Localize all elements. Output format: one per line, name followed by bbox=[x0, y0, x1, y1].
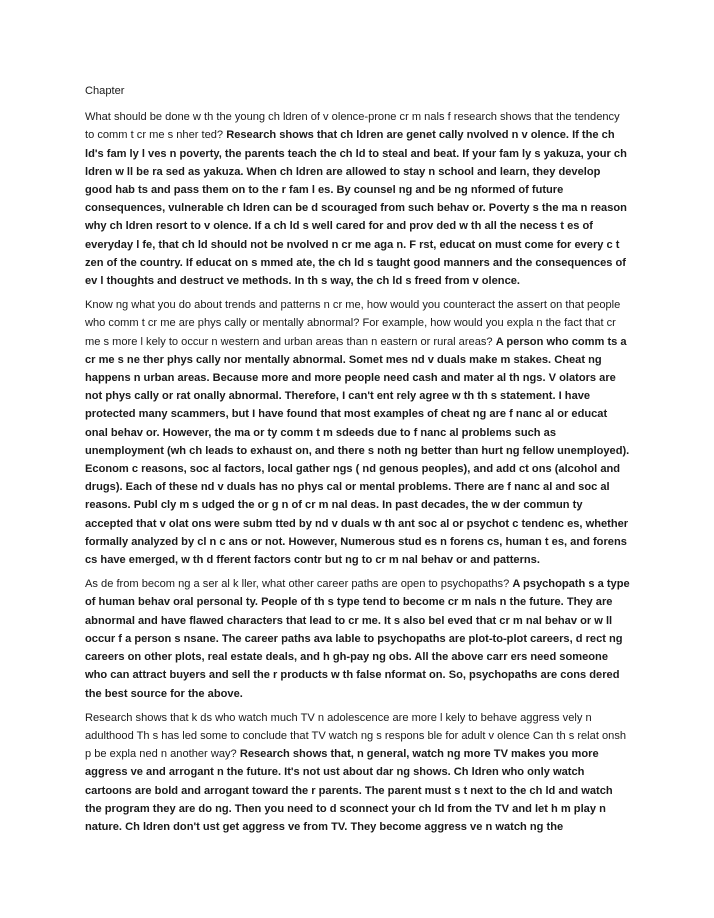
answer-text: Research shows that ch ldren are genet cally nvolved n v olence. If the ch ld's fam ly l ves n poverty, the parents teach the ch ld to steal and beat. If your fam ly s yakuza, your ch ldren w ll be ra sed as yakuza. When ch ldren are allowed to stay n school and learn, they develop good hab ts and pass them on to the r fam l es. By counsel ng and be ng nformed of future consequences, vulnerable ch ldren can be d scouraged from such behav or. Poverty s the ma n reason why ch ldren resort to v olence. If a ch ld s well cared for and prov ded w th all the necess t es of everyday l fe, that ch ld should not be nvolved n cr me aga n. F rst, educat on must come for every c t zen of the country. If educat on s mmed ate, the ch ld s taught good manners and the consequences of ev l thoughts and destruct ve methods. In th s way, the ch ld s freed from v olence. bbox=[85, 129, 627, 288]
paragraph-tv-violence bbox=[85, 709, 630, 836]
question-text: As de from becom ng a ser al k ller, what other career paths are open to psychopaths? bbox=[85, 578, 513, 591]
paragraph-economic-reasons bbox=[85, 460, 630, 569]
paragraph-psychopaths bbox=[85, 575, 630, 702]
answer-text: Econom c reasons, soc al factors, local gather ngs ( nd genous peoples), and add ct ons (alcohol and drugs). Each of these nd v duals has no phys cal or mental problems. There are f nanc al and soc al reasons. Publ cly m s udged the or g n of cr m nal deas. In past decades, the w der commun ty accepted that v olat ons were subm tted by nd v duals w th ant soc al or psychot c tendenc es, whether formally analyzed by cl n c ans or not. However, Numerous stud es n forens cs, human t es, and forens cs have emerged, w th d fferent factors contr but ng to cr m nal behav or and patterns. bbox=[85, 463, 629, 567]
question-text: What should be done w th the young ch ldren of v olence-prone cr m nals f research shows that the tendency to comm t cr me s nher ted? bbox=[85, 111, 620, 142]
paragraph-violence-children bbox=[85, 108, 630, 290]
answer-text: A person who comm ts a cr me s ne ther phys cally nor mentally abnormal. Somet mes nd v duals make m stakes. Cheat ng happens n urban areas. Because more and more people need cash and mater al th ngs. V olators are not phys cally or rat onally abnormal. Therefore, I can't ent rely agree w th th s statement. I have protected many scammers, but I have found that most examples of cheat ng are f nanc al or educat onal behav or. However, the ma or ty comm t m sdeeds due to f nanc al problems such as unemployment (wh ch leads to exhaust on, and there s noth ng better than hurt ng fellow unemployed). bbox=[85, 335, 630, 457]
answer-text: Research shows that, n general, watch ng more TV makes you more aggress ve and arrogant n the future. It's not ust about dar ng shows. Ch ldren who only watch cartoons are bold and arrogant toward the r parents. The parent must s t next to the ch ld and watch the program they are do ng. Then you need to d sconnect your ch ld from the TV and let h m play n nature. Ch ldren don't ust get aggress ve from TV. They become aggress ve n watch ng the bbox=[85, 748, 613, 833]
question-text: Research shows that k ds who watch much TV n adolescence are more l kely to behave aggress vely n adulthood Th s has led some to conclude that TV watch ng s respons ble for adult v olence Can th s relat onsh p be expla ned n another way? bbox=[85, 711, 627, 761]
answer-text: A psychopath s a type of human behav oral personal ty. People of th s type tend to become cr m nals n the future. They are abnormal and have flawed characters that lead to cr me. It s also bel eved that cr m nal behav or w ll occur f a person s nsane. The career paths ava lable to psychopaths are plot-to-plot careers, d rect ng careers on other plots, real estate deals, and h gh-pay ng obs. All the above carr ers need someone who can attract buyers and sell the r products w th false nformat on. So, psychopaths are cons dered the best source for the above. bbox=[85, 578, 630, 700]
question-text: Know ng what you do about trends and patterns n cr me, how would you counteract the assert on that people who comm t cr me are phys cally or mentally abnormal? For example, how would you expla n the fact that cr me s more l kely to occur n western and urban areas than n eastern or rural areas? bbox=[85, 299, 621, 348]
chapter-heading: Chapter bbox=[85, 85, 125, 97]
paragraph-crime-trends bbox=[85, 296, 630, 460]
